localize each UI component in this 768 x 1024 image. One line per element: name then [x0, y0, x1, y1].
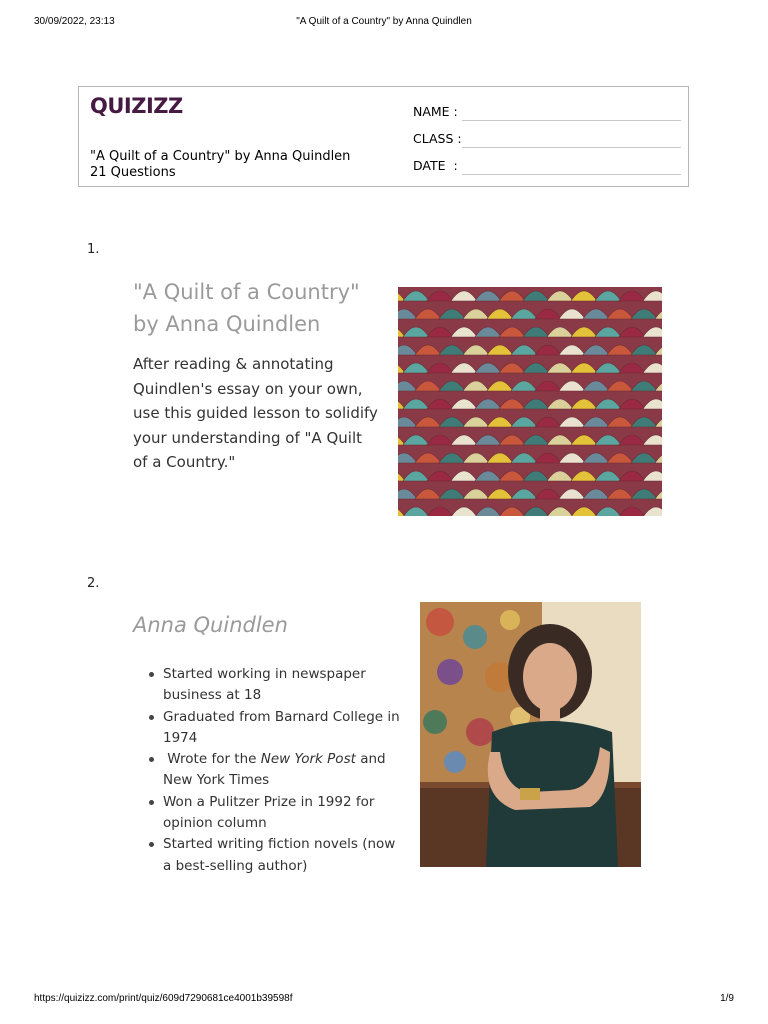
question-1-title-line1: "A Quilt of a Country" — [133, 280, 360, 304]
quiz-title: "A Quilt of a Country" by Anna Quindlen — [90, 149, 351, 164]
bio-item: Started working in newspaper business at 18 — [145, 664, 405, 707]
print-url: https://quizizz.com/print/quiz/609d7290681ce4001b39598f — [34, 993, 293, 1004]
quilt-image — [398, 287, 662, 516]
class-label: CLASS : — [413, 131, 462, 146]
portrait-illustration — [420, 602, 641, 867]
bio-list — [145, 664, 405, 877]
class-line — [462, 147, 681, 148]
page-number: 1/9 — [720, 993, 734, 1004]
date-field — [413, 155, 681, 175]
bio-item: Wrote for the New York Post and New York Times — [145, 749, 405, 792]
date-label: DATE : — [413, 158, 458, 173]
name-line — [462, 120, 681, 121]
author-portrait — [420, 602, 641, 867]
print-header — [0, 16, 768, 32]
quizizz-logo: QUIZIZZ — [90, 94, 183, 118]
print-datetime: 30/09/2022, 23:13 — [34, 16, 115, 27]
name-label: NAME : — [413, 104, 458, 119]
question-1-title-line2: by Anna Quindlen — [133, 312, 321, 336]
question-count: 21 Questions — [90, 165, 176, 180]
quiz-header-card — [78, 86, 689, 187]
print-footer — [0, 993, 768, 1009]
print-title: "A Quilt of a Country" by Anna Quindlen — [296, 16, 472, 27]
question-1-body: After reading & annotating Quindlen's essay on your own, use this guided lesson to solidify your understanding of "A Quilt of a Country." — [133, 355, 378, 471]
bio-item: Graduated from Barnard College in 1974 — [145, 707, 405, 750]
question-2-title: Anna Quindlen — [133, 613, 288, 637]
question-1-title — [133, 276, 383, 340]
class-field — [413, 128, 681, 148]
date-line — [462, 174, 681, 175]
name-field — [413, 101, 681, 121]
question-number-1: 1. — [87, 242, 100, 257]
newspaper-name: New York Post — [260, 751, 356, 768]
bio-item: Started writing fiction novels (now a best-selling author) — [145, 834, 405, 877]
quilt-illustration — [398, 287, 662, 516]
question-number-2: 2. — [87, 576, 100, 591]
bio-item: Won a Pulitzer Prize in 1992 for opinion column — [145, 792, 405, 835]
